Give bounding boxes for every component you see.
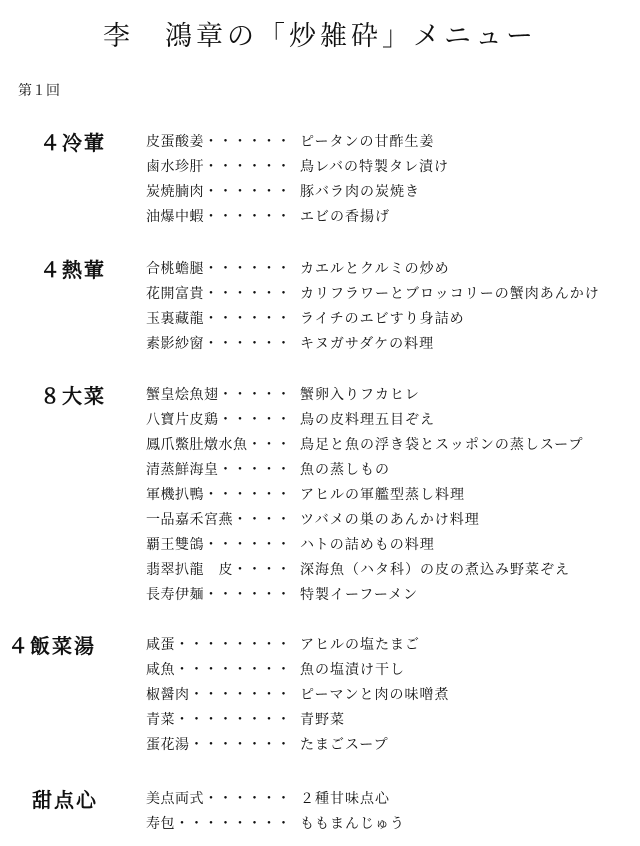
menu-item (146, 409, 435, 433)
dish-chinese-name: 清蒸鮮海皇・・・・・ (146, 462, 291, 478)
round-label: 第１回 (18, 83, 60, 99)
menu-item (146, 684, 450, 708)
menu-item (146, 156, 450, 180)
dish-japanese-desc: 豚バラ肉の炭焼き (300, 184, 420, 200)
dish-chinese-name: 玉裏藏龍・・・・・・ (146, 311, 291, 327)
menu-item (146, 534, 435, 558)
dish-japanese-desc: ピーマンと肉の味噌煮 (300, 687, 450, 703)
dish-japanese-desc: ハトの詰めもの料理 (300, 537, 435, 553)
menu-item (146, 659, 405, 683)
dish-japanese-desc: キヌガサダケの料理 (300, 336, 435, 352)
dish-chinese-name: 蟹皇烩魚翅・・・・・ (146, 387, 291, 403)
dish-japanese-desc: 特製イーフーメン (300, 587, 419, 603)
dish-chinese-name: 鳳爪鱉肚燉水魚・・・ (146, 437, 291, 453)
menu-item (146, 384, 420, 408)
dish-chinese-name: 一品嘉禾宮燕・・・・ (146, 512, 291, 528)
menu-item (146, 131, 435, 155)
dish-japanese-desc: 青野菜 (300, 712, 345, 728)
dish-japanese-desc: 蟹卵入りフカヒレ (300, 387, 420, 403)
section-label: 甜点心 (32, 788, 98, 812)
dish-chinese-name: 咸魚・・・・・・・・ (146, 662, 291, 678)
dish-japanese-desc: 深海魚（ハタ科）の皮の煮込み野菜ぞえ (300, 562, 570, 578)
dish-japanese-desc: ももまんじゅう (300, 816, 405, 832)
dish-japanese-desc: カエルとクルミの炒め (300, 261, 450, 277)
dish-japanese-desc: アヒルの塩たまご (300, 637, 420, 653)
dish-chinese-name: 椒醤肉・・・・・・・ (146, 687, 291, 703)
dish-japanese-desc: 鳥レバの特製タレ漬け (300, 159, 450, 175)
dish-chinese-name: 軍機扒鴨・・・・・・ (146, 487, 291, 503)
dish-chinese-name: 合桃蟾腿・・・・・・ (146, 261, 291, 277)
dish-japanese-desc: アヒルの軍艦型蒸し料理 (300, 487, 465, 503)
menu-item (146, 813, 405, 837)
menu-item (146, 308, 465, 332)
dish-japanese-desc: たまごスープ (300, 737, 389, 753)
dish-chinese-name: 油爆中蝦・・・・・・ (146, 209, 291, 225)
dish-chinese-name: 寿包・・・・・・・・ (146, 816, 291, 832)
dish-chinese-name: 鹵水珍肝・・・・・・ (146, 159, 291, 175)
dish-japanese-desc: ピータンの甘酢生姜 (300, 134, 435, 150)
dish-chinese-name: 翡翠扒龍 皮・・・・ (146, 562, 291, 578)
menu-item (146, 283, 600, 307)
dish-chinese-name: 長寿伊麺・・・・・・ (146, 587, 291, 603)
dish-japanese-desc: ライチのエビすり身詰め (300, 311, 465, 327)
dish-chinese-name: 覇王雙鴿・・・・・・ (146, 537, 291, 553)
dish-japanese-desc: エビの香揚げ (300, 209, 390, 225)
section-label: ４飯菜湯 (8, 634, 96, 658)
dish-japanese-desc: ツバメの巣のあんかけ料理 (300, 512, 480, 528)
menu-item (146, 788, 390, 812)
section-label: ８大菜 (40, 384, 106, 408)
menu-item (146, 634, 420, 658)
menu-item (146, 333, 435, 357)
dish-japanese-desc: 鳥の皮料理五目ぞえ (300, 412, 435, 428)
dish-japanese-desc: 鳥足と魚の浮き袋とスッポンの蒸しスープ (300, 437, 584, 453)
dish-japanese-desc: 魚の塩漬け干し (300, 662, 405, 678)
dish-chinese-name: 素影紗窗・・・・・・ (146, 336, 291, 352)
menu-item (146, 509, 480, 533)
dish-japanese-desc: カリフラワーとブロッコリーの蟹肉あんかけ (300, 286, 600, 302)
dish-chinese-name: 花開富貴・・・・・・ (146, 286, 291, 302)
menu-item (146, 484, 465, 508)
menu-item (146, 559, 570, 583)
dish-chinese-name: 美点両式・・・・・・ (146, 791, 291, 807)
menu-item (146, 709, 345, 733)
menu-item (146, 206, 390, 230)
menu-item (146, 459, 390, 483)
dish-chinese-name: 皮蛋酸姜・・・・・・ (146, 134, 291, 150)
menu-item (146, 181, 420, 205)
menu-item (146, 584, 419, 608)
dish-chinese-name: 青菜・・・・・・・・ (146, 712, 291, 728)
page-title: 李 鴻章の「炒雑砕」メニュー (103, 21, 537, 52)
dish-chinese-name: 炭焼腩肉・・・・・・ (146, 184, 291, 200)
menu-item (146, 258, 450, 282)
section-label: ４熱葷 (40, 258, 106, 282)
section-label: ４冷葷 (40, 131, 106, 155)
dish-chinese-name: 咸蛋・・・・・・・・ (146, 637, 291, 653)
dish-chinese-name: 八寶片皮鶏・・・・・ (146, 412, 291, 428)
dish-japanese-desc: 魚の蒸しもの (300, 462, 390, 478)
menu-item (146, 734, 389, 758)
dish-chinese-name: 蛋花湯・・・・・・・ (146, 737, 291, 753)
dish-japanese-desc: ２種甘味点心 (300, 791, 390, 807)
menu-item (146, 434, 584, 458)
